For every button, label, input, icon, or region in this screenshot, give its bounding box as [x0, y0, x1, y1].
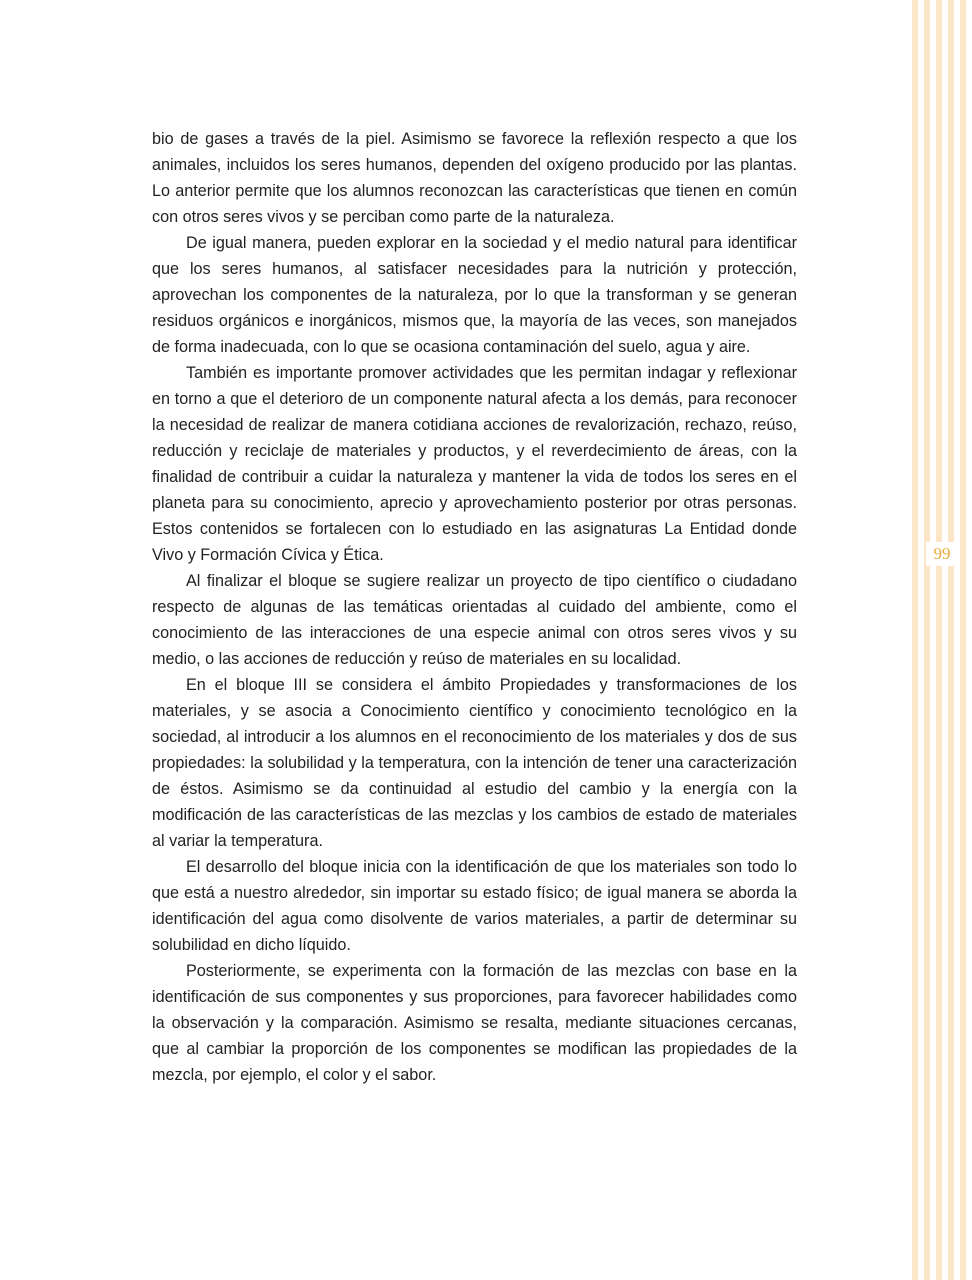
- margin-stripe: [960, 0, 966, 1280]
- margin-stripe: [948, 0, 954, 1280]
- paragraph: En el bloque III se considera el ámbito Propiedades y transformaciones de los materiales, y se asocia a Conocimiento científico y conocimiento tecnológico en la sociedad, al introducir a los alumnos en el reconocimiento de los materiales y dos de sus propiedades: la solubilidad y la temperatura, con la intención de tener una caracterización de éstos. Asimismo se da continuidad al estudio del cambio y la energía con la modificación de las características de las mezclas y los cambios de estado de materiales al variar la temperatura.: [152, 676, 797, 850]
- margin-stripe: [912, 0, 918, 1280]
- page-number: 99: [926, 542, 958, 566]
- paragraph: También es importante promover actividades que les permitan indagar y reflexionar en torno a que el deterioro de un componente natural afecta a los demás, para reconocer la necesidad de realizar de manera cotidiana acciones de revalorización, rechazo, reúso, reducción y reciclaje de materiales y productos, y el reverdecimiento de áreas, con la finalidad de contribuir a cuidar la naturaleza y mantener la vida de todos los seres en el planeta para su conocimiento, aprecio y aprovechamiento posterior por otras personas. Estos contenidos se fortalecen con lo estudiado en las asignaturas La Entidad donde Vivo y Formación Cívica y Ética.: [152, 364, 797, 564]
- paragraph: De igual manera, pueden explorar en la sociedad y el medio natural para identificar que los seres humanos, al satisfacer necesidades para la nutrición y protección, aprovechan los componentes de la naturaleza, por lo que la transforman y se generan residuos orgánicos e inorgánicos, mismos que, la mayoría de las veces, son manejados de forma inadecuada, con lo que se ocasiona contaminación del suelo, agua y aire.: [152, 234, 797, 356]
- margin-stripe: [924, 0, 930, 1280]
- margin-stripe: [936, 0, 942, 1280]
- decorative-margin-stripes: [912, 0, 972, 1280]
- paragraph: bio de gases a través de la piel. Asimismo se favorece la reflexión respecto a que los animales, incluidos los seres humanos, dependen del oxígeno producido por las plantas. Lo anterior permite que los alumnos reconozcan las características que tienen en común con otros seres vivos y se perciban como parte de la naturaleza.: [152, 130, 797, 226]
- body-text: [152, 126, 797, 1088]
- paragraph: El desarrollo del bloque inicia con la identificación de que los materiales son todo lo que está a nuestro alrededor, sin importar su estado físico; de igual manera se aborda la identificación del agua como disolvente de varios materiales, a partir de determinar su solubilidad en dicho líquido.: [152, 858, 797, 954]
- paragraph: Al finalizar el bloque se sugiere realizar un proyecto de tipo científico o ciudadano respecto de algunas de las temáticas orientadas al cuidado del ambiente, como el conocimiento de las interacciones de una especie animal con otros seres vivos y su medio, o las acciones de reducción y reúso de materiales en su localidad.: [152, 572, 797, 668]
- paragraph: Posteriormente, se experimenta con la formación de las mezclas con base en la identificación de sus componentes y sus proporciones, para favorecer habilidades como la observación y la comparación. Asimismo se resalta, mediante situaciones cercanas, que al cambiar la proporción de los componentes se modifican las propiedades de la mezcla, por ejemplo, el color y el sabor.: [152, 962, 797, 1084]
